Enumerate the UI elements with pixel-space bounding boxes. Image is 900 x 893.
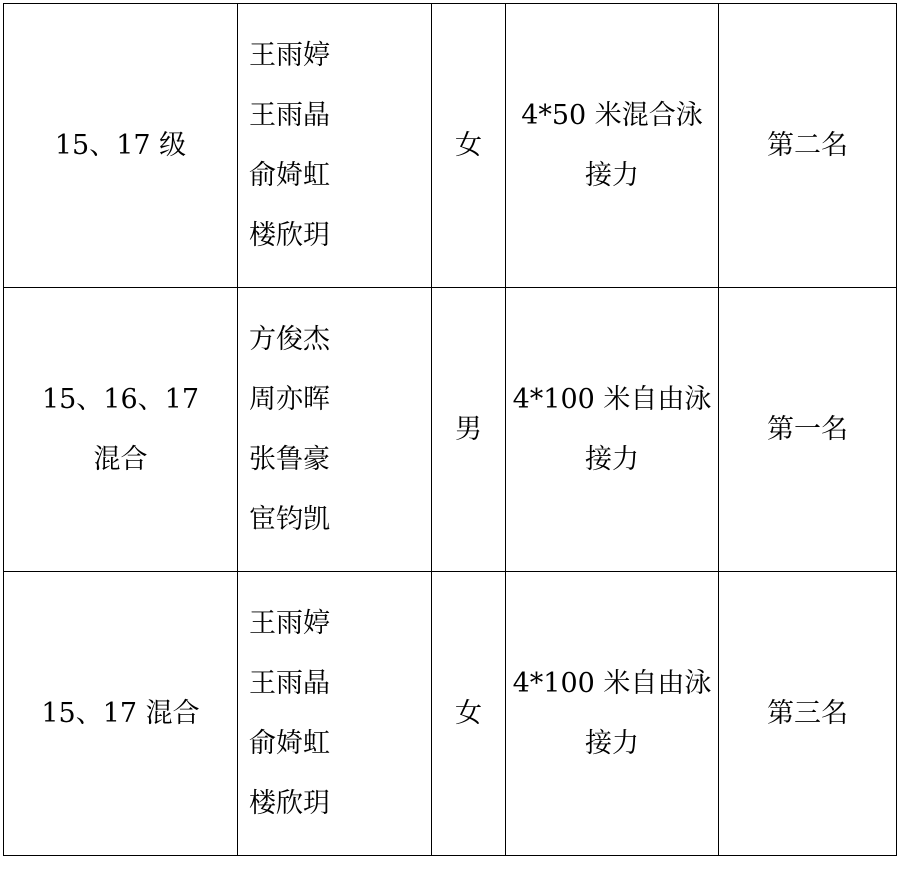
team-members: 王雨婷 王雨晶 俞婍虹 楼欣玥 (249, 607, 330, 819)
place-cell (719, 288, 897, 572)
table-row (4, 572, 897, 856)
grade-cell (4, 288, 238, 572)
place-text: 第三名 (767, 697, 848, 729)
place-text: 第二名 (767, 129, 848, 161)
gender-text: 女 (455, 697, 482, 729)
gender-cell (432, 572, 506, 856)
place-cell (719, 572, 897, 856)
gender-cell (432, 4, 506, 288)
names-cell (238, 4, 432, 288)
event-text: 4*100 米自由泳 接力 (512, 667, 712, 759)
event-cell (506, 572, 719, 856)
place-cell (719, 4, 897, 288)
grade-cell (4, 572, 238, 856)
grade-text: 15、16、17 混合 (41, 383, 200, 475)
team-members: 方俊杰 周亦晖 张鲁豪 宦钧凯 (249, 323, 330, 535)
grade-text: 15、17 级 (54, 129, 187, 161)
grade-cell (4, 4, 238, 288)
results-table (3, 3, 897, 856)
event-cell (506, 288, 719, 572)
grade-text: 15、17 混合 (41, 697, 200, 729)
event-text: 4*50 米混合泳 接力 (521, 99, 703, 191)
table-row (4, 4, 897, 288)
gender-cell (432, 288, 506, 572)
gender-text: 男 (455, 413, 482, 445)
event-text: 4*100 米自由泳 接力 (512, 383, 712, 475)
names-cell (238, 572, 432, 856)
names-cell (238, 288, 432, 572)
gender-text: 女 (455, 129, 482, 161)
place-text: 第一名 (767, 413, 848, 445)
table-row (4, 288, 897, 572)
team-members: 王雨婷 王雨晶 俞婍虹 楼欣玥 (249, 39, 330, 251)
event-cell (506, 4, 719, 288)
